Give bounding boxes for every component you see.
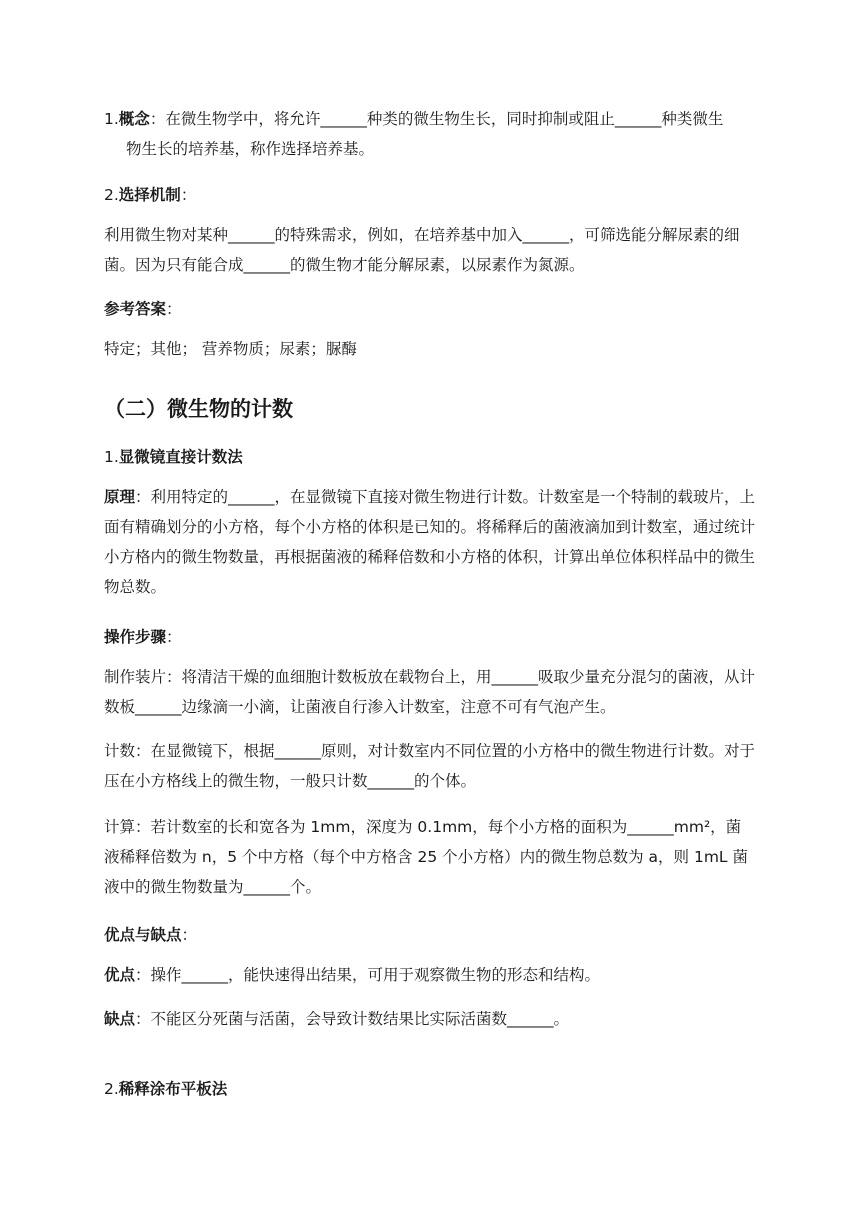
step-calculate: 计算：若计数室的长和宽各为 1mm，深度为 0.1mm，每个小方格的面积为______mm²，菌液稀释倍数为 n，5 个中方格（每个中方格含 25 个小方格）内的微生物总数为 a，则 1mL 菌液中的微生物数量为______个。: [104, 818, 748, 896]
mechanism-term: 选择机制: [118, 186, 181, 204]
steps-heading: [104, 622, 756, 652]
colon: ：: [181, 926, 198, 944]
step-count: 计数：在显微镜下，根据______原则，对计数室内不同位置的小方格中的微生物进行计数。对于压在小方格线上的微生物，一般只计数______的个体。: [104, 742, 756, 790]
mechanism-heading: [104, 180, 756, 210]
item-number: 2.: [104, 186, 119, 204]
method2-heading: [104, 1074, 756, 1104]
concept-paragraph: [104, 104, 756, 164]
answer-heading: [104, 294, 756, 324]
pro-text: ：操作______，能快速得出结果，可用于观察微生物的形态和结构。: [135, 966, 601, 984]
concept-term: 概念: [118, 110, 150, 128]
principle-term: 原理: [104, 488, 136, 506]
method1-heading: [104, 442, 756, 472]
method2-title: 稀释涂布平板法: [118, 1080, 228, 1098]
item-number: 1.: [104, 110, 119, 128]
colon: ：: [166, 628, 182, 646]
pro-term: 优点: [104, 966, 136, 984]
principle-text: ：利用特定的______，在显微镜下直接对微生物进行计数。计数室是一个特制的载玻片，上面有精确划分的小方格，每个小方格的体积是已知的。将稀释后的菌液滴加到计数室，通过统计小方格内的微生物数量，再根据菌液的稀释倍数和小方格的体积，计算出单位体积样品中的微生物总数。: [104, 488, 756, 596]
step-prepare: 制作装片：将清洁干燥的血细胞计数板放在载物台上，用______吸取少量充分混匀的菌液，从计数板______边缘滴一小滴，让菌液自行渗入计数室，注意不可有气泡产生。: [104, 668, 756, 716]
principle-paragraph: [104, 482, 756, 602]
steps-term: 操作步骤: [104, 628, 167, 646]
pro-paragraph: [104, 960, 756, 990]
answer-term: 参考答案: [104, 300, 167, 318]
con-term: 缺点: [104, 1010, 136, 1028]
answer-text: 特定；其他； 营养物质；尿素；脲酶: [104, 340, 357, 358]
proscons-term: 优点与缺点: [104, 926, 182, 944]
colon: ：: [180, 186, 197, 204]
concept-text-line1: ：在微生物学中，将允许______种类的微生物生长，同时抑制或阻止______种类微生: [149, 110, 724, 128]
mechanism-paragraph: 利用微生物对某种______的特殊需求，例如，在培养基中加入______，可筛选能分解尿素的细菌。因为只有能合成______的微生物才能分解尿素，以尿素作为氮源。: [104, 226, 740, 274]
proscons-heading: [104, 920, 756, 950]
method1-title: 显微镜直接计数法: [118, 448, 243, 466]
colon: ：: [166, 300, 182, 318]
con-paragraph: [104, 1004, 756, 1034]
con-text: ：不能区分死菌与活菌，会导致计数结果比实际活菌数______。: [135, 1010, 570, 1028]
item-number: 2.: [104, 1080, 119, 1098]
item-number: 1.: [104, 448, 119, 466]
section-title: （二）微生物的计数: [104, 397, 293, 421]
concept-text-line2: 物生长的培养基，称作选择培养基。: [126, 140, 375, 158]
